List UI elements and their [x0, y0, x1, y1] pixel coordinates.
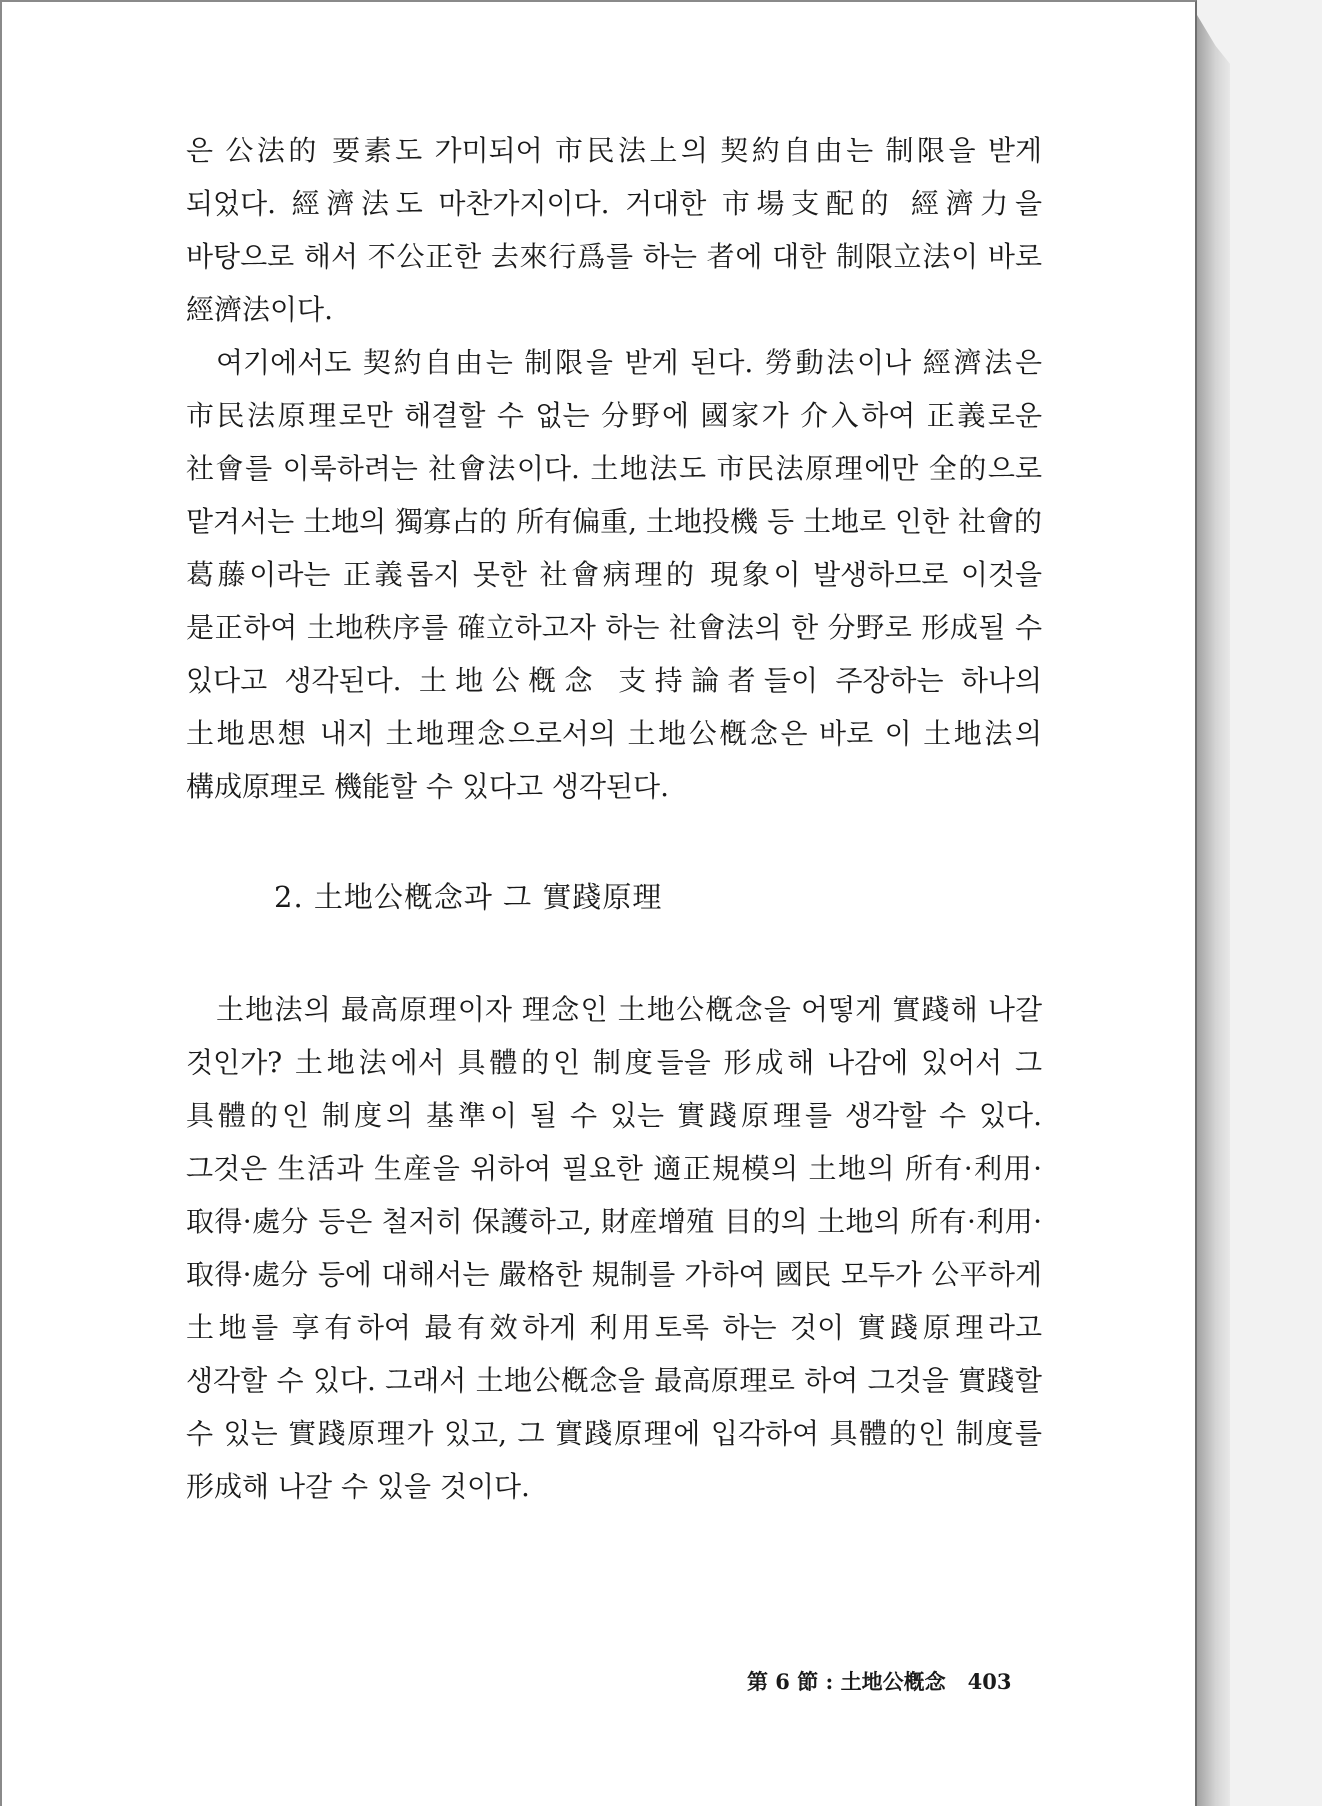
page-edge-shadow [1194, 10, 1230, 1806]
page-footer [747, 1666, 1011, 1696]
paragraph: 土地法의 最高原理이자 理念인 土地公槪念을 어떻게 實踐해 나갈 것인가? 土地法에서 具體的인 制度들을 形成해 나감에 있어서 그 具體的인 制度의 基準이 될 수 있는 實踐原理를 생각할 수 있다. 그것은 生活과 生産을 위하여 필요한 適正規模의 土地의 所有·利用·取得·處分 등은 철저히 保護하고, 財産增殖 目的의 土地의 所有·利用·取得·處分 등에 대해서는 嚴格한 規制를 가하여 國民 모두가 公平하게 土地를 享有하여 最有效하게 利用토록 하는 것이 實踐原理라고 생각할 수 있다. 그래서 土地公槪念을 最高原理로 하여 그것을 實踐할 수 있는 實踐原理가 있고, 그 實踐原理에 입각하여 具體的인 制度를 形成해 나갈 수 있을 것이다. [186, 993, 1042, 1503]
running-title: 第 6 節 : 土地公槪念 [747, 1669, 946, 1694]
paragraph: 여기에서도 契約自由는 制限을 받게 된다. 勞動法이나 經濟法은 市民法原理로만 해결할 수 없는 分野에 國家가 介入하여 正義로운 社會를 이룩하려는 社會法이다. 土地法도 市民法原理에만 全的으로 맡겨서는 土地의 獨寡占的 所有偏重, 土地投機 등 土地로 인한 社會的 葛藤이라는 正義롭지 못한 社會病理的 現象이 발생하므로 이것을 是正하여 土地秩序를 確立하고자 하는 社會法의 한 分野로 形成될 수 있다고 생각된다. 土地公槪念 支持論者들이 주장하는 하나의 土地思想 내지 土地理念으로서의 土地公槪念은 바로 이 土地法의 構成原理로 機能할 수 있다고 생각된다. [186, 346, 1042, 803]
page-body [186, 124, 1042, 1513]
page-number: 403 [967, 1669, 1012, 1694]
section-heading: 2. 土地公槪念과 그 實踐原理 [274, 880, 663, 914]
paragraph: 은 公法的 要素도 가미되어 市民法上의 契約自由는 制限을 받게 되었다. 經濟法도 마찬가지이다. 거대한 市場支配的 經濟力을 바탕으로 해서 不公正한 去來行爲를 하는 者에 대한 制限立法이 바로 經濟法이다. [186, 134, 1042, 326]
